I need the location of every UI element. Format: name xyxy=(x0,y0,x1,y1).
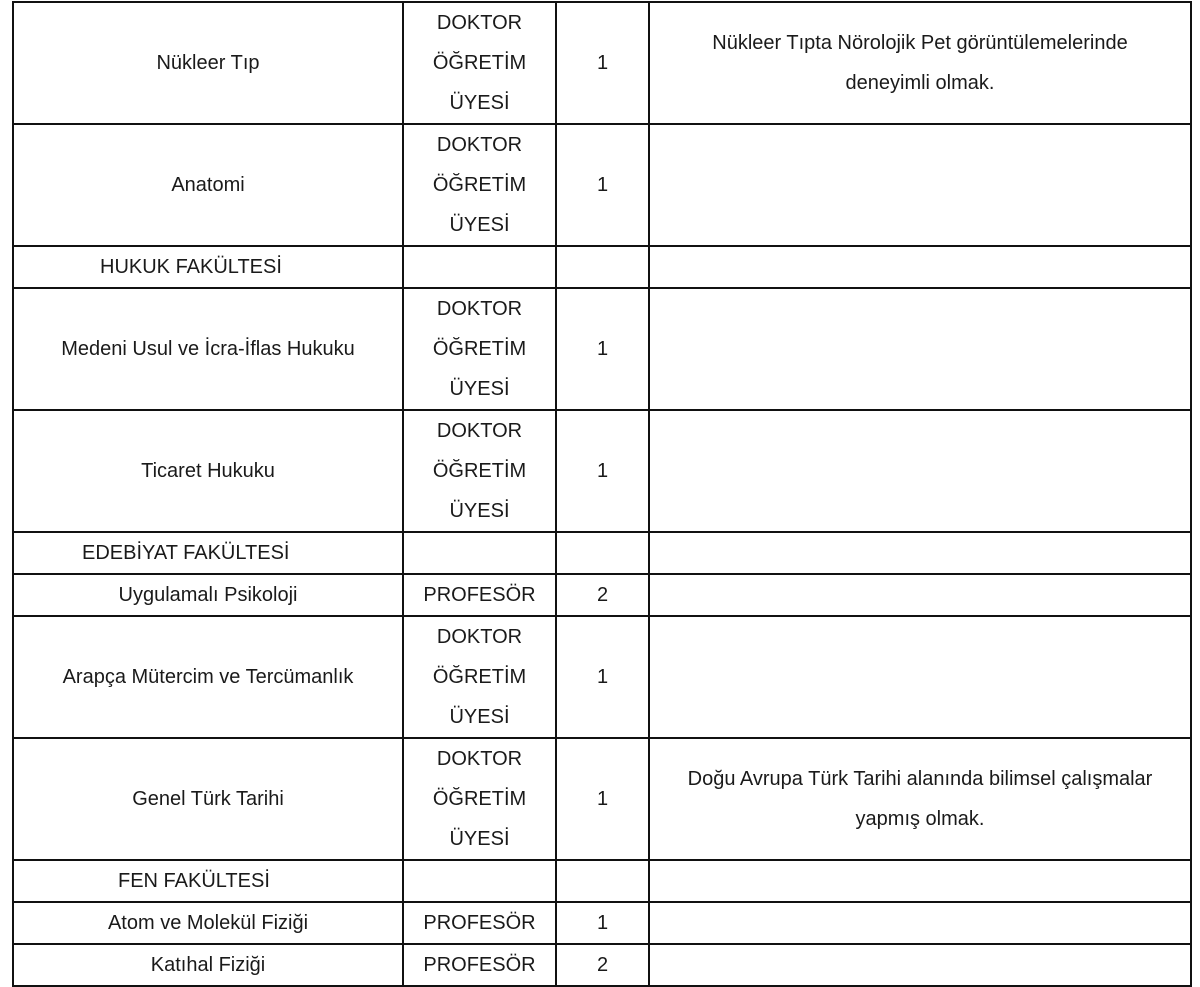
count-cell: 1 xyxy=(556,738,649,860)
department-cell: Nükleer Tıp xyxy=(13,2,403,124)
faculty-name-cell: HUKUK FAKÜLTESİ xyxy=(13,246,403,288)
title-line: ÖĞRETİM xyxy=(432,666,527,688)
count-cell: 1 xyxy=(556,124,649,246)
title-line: ÖĞRETİM xyxy=(432,788,527,810)
title-cell xyxy=(403,288,556,410)
faculty-name-cell: EDEBİYAT FAKÜLTESİ xyxy=(13,532,403,574)
faculty-positions-table xyxy=(12,1,1192,987)
count-cell: 1 xyxy=(556,288,649,410)
title-line: ÜYESİ xyxy=(449,500,510,522)
title-line: DOKTOR xyxy=(436,748,523,770)
title-line: DOKTOR xyxy=(436,420,523,442)
empty-cell xyxy=(403,246,556,288)
table-row xyxy=(13,902,1191,944)
department-cell: Arapça Mütercim ve Tercümanlık xyxy=(13,616,403,738)
count-cell: 2 xyxy=(556,944,649,986)
faculty-header-row xyxy=(13,860,1191,902)
title-line: DOKTOR xyxy=(436,12,523,34)
note-cell xyxy=(649,124,1191,246)
table-row xyxy=(13,410,1191,532)
count-cell: 1 xyxy=(556,902,649,944)
empty-cell xyxy=(403,532,556,574)
department-cell: Genel Türk Tarihi xyxy=(13,738,403,860)
title-cell: PROFESÖR xyxy=(403,944,556,986)
table-row xyxy=(13,288,1191,410)
department-cell: Medeni Usul ve İcra-İflas Hukuku xyxy=(13,288,403,410)
department-cell: Ticaret Hukuku xyxy=(13,410,403,532)
table-row xyxy=(13,738,1191,860)
note-cell xyxy=(649,410,1191,532)
title-line: ÖĞRETİM xyxy=(432,52,527,74)
table-row xyxy=(13,944,1191,986)
title-cell xyxy=(403,738,556,860)
title-cell xyxy=(403,410,556,532)
title-line: ÜYESİ xyxy=(449,214,510,236)
table-row xyxy=(13,2,1191,124)
note-cell xyxy=(649,616,1191,738)
faculty-name-cell: FEN FAKÜLTESİ xyxy=(13,860,403,902)
note-cell xyxy=(649,944,1191,986)
empty-cell xyxy=(556,860,649,902)
faculty-header-row xyxy=(13,532,1191,574)
department-cell: Anatomi xyxy=(13,124,403,246)
department-cell: Atom ve Molekül Fiziği xyxy=(13,902,403,944)
empty-cell xyxy=(403,860,556,902)
table-row xyxy=(13,574,1191,616)
title-line: ÜYESİ xyxy=(449,828,510,850)
count-cell: 2 xyxy=(556,574,649,616)
title-line: DOKTOR xyxy=(436,626,523,648)
title-cell: PROFESÖR xyxy=(403,574,556,616)
empty-cell xyxy=(649,246,1191,288)
empty-cell xyxy=(649,532,1191,574)
count-cell: 1 xyxy=(556,616,649,738)
title-cell: PROFESÖR xyxy=(403,902,556,944)
table-row xyxy=(13,124,1191,246)
title-line: DOKTOR xyxy=(436,298,523,320)
count-cell: 1 xyxy=(556,410,649,532)
empty-cell xyxy=(556,532,649,574)
title-line: DOKTOR xyxy=(436,134,523,156)
empty-cell xyxy=(649,860,1191,902)
title-line: ÖĞRETİM xyxy=(432,460,527,482)
title-cell xyxy=(403,2,556,124)
note-cell xyxy=(649,574,1191,616)
title-line: ÜYESİ xyxy=(449,378,510,400)
note-cell: Nükleer Tıpta Nörolojik Pet görüntülemelerinde deneyimli olmak. xyxy=(649,2,1191,124)
department-cell: Katıhal Fiziği xyxy=(13,944,403,986)
title-line: ÜYESİ xyxy=(449,92,510,114)
count-cell: 1 xyxy=(556,2,649,124)
empty-cell xyxy=(556,246,649,288)
faculty-header-row xyxy=(13,246,1191,288)
department-cell: Uygulamalı Psikoloji xyxy=(13,574,403,616)
note-cell xyxy=(649,288,1191,410)
note-cell: Doğu Avrupa Türk Tarihi alanında bilimsel çalışmalar yapmış olmak. xyxy=(649,738,1191,860)
title-line: ÖĞRETİM xyxy=(432,174,527,196)
title-line: ÜYESİ xyxy=(449,706,510,728)
title-line: ÖĞRETİM xyxy=(432,338,527,360)
table-row xyxy=(13,616,1191,738)
title-cell xyxy=(403,124,556,246)
note-cell xyxy=(649,902,1191,944)
title-cell xyxy=(403,616,556,738)
